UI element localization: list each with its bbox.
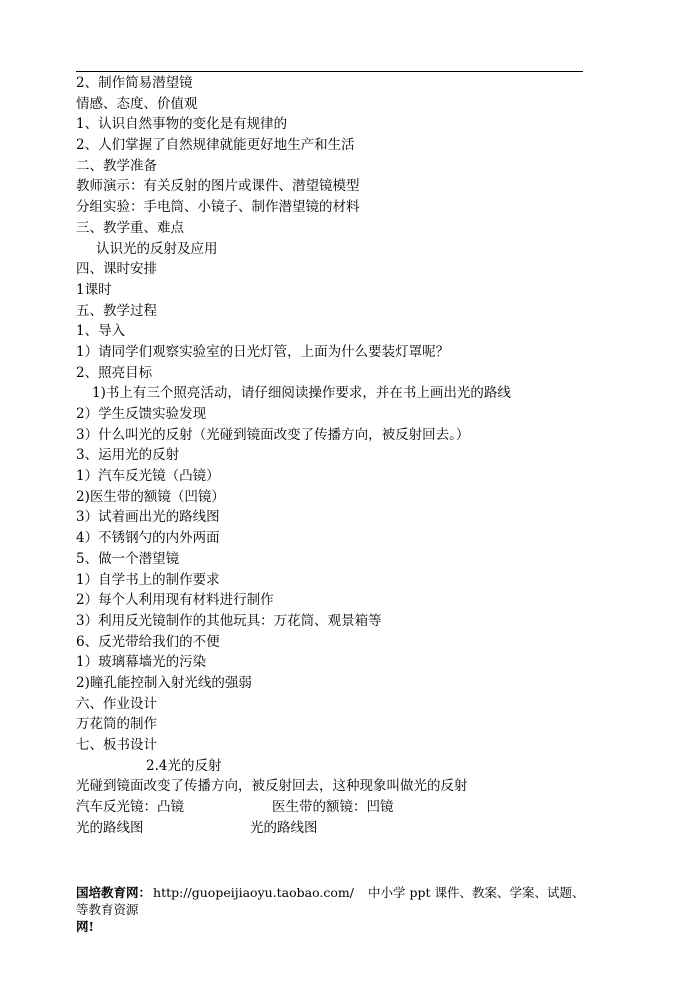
footer-line — [76, 884, 586, 918]
text-line: 2)瞳孔能控制入射光线的强弱 — [76, 674, 252, 691]
text-line: 分组实验：手电筒、小镜子、制作潜望镜的材料 — [76, 199, 360, 216]
text-line: 2)医生带的额镜（凹镜） — [76, 488, 225, 505]
text-line: 1、认识自然事物的变化是有规律的 — [76, 116, 288, 133]
board-title: 2.4光的反射 — [146, 757, 222, 774]
text-line: 1）自学书上的制作要求 — [76, 571, 220, 588]
text-line: 1课时 — [76, 281, 112, 298]
footer-site-label: 国培教育网： — [76, 885, 152, 900]
section-heading: 六、作业设计 — [76, 695, 157, 712]
text-line: 1）汽车反光镜（凸镜） — [76, 468, 220, 485]
text-line: 3）什么叫光的反射（光碰到镜面改变了传播方向，被反射回去。） — [76, 426, 470, 443]
text-line: 1）玻璃幕墙光的污染 — [76, 654, 207, 671]
text-line: 3）利用反光镜制作的其他玩具：万花筒、观景箱等 — [76, 612, 382, 629]
section-heading: 情感、态度、价值观 — [76, 95, 198, 112]
document-body — [76, 73, 583, 838]
section-heading: 二、教学准备 — [76, 157, 157, 174]
text-line: 1）请同学们观察实验室的日光灯管，上面为什么要装灯罩呢？ — [76, 343, 450, 360]
text-line: 2、照亮目标 — [76, 364, 153, 381]
section-heading: 三、教学重、难点 — [76, 219, 184, 236]
board-mirror-right: 医生带的额镜：凹镜 — [272, 799, 394, 816]
section-heading: 五、教学过程 — [76, 302, 157, 319]
board-path-right: 光的路线图 — [250, 819, 318, 836]
text-line: 1)书上有三个照亮活动，请仔细阅读操作要求，并在书上画出光的路线 — [92, 385, 511, 402]
text-line: 教师演示：有关反射的图片或课件、潜望镜模型 — [76, 178, 360, 195]
section-heading: 七、板书设计 — [76, 737, 157, 753]
footer-tail: 网! — [76, 919, 94, 934]
text-line: 6、反光带给我们的不便 — [76, 633, 220, 650]
board-mirror-row — [76, 797, 583, 818]
text-line: 5、做一个潜望镜 — [76, 550, 180, 567]
header-rule — [76, 71, 583, 72]
text-line: 2、制作简易潜望镜 — [76, 75, 193, 91]
text-line: 万花筒的制作 — [76, 716, 157, 733]
text-line: 3）试着画出光的路线图 — [76, 509, 220, 526]
board-definition: 光碰到镜面改变了传播方向，被反射回去，这种现象叫做光的反射 — [76, 778, 468, 795]
section-heading: 四、课时安排 — [76, 261, 157, 278]
board-path-row — [76, 818, 583, 839]
text-line: 4）不锈钢勺的内外两面 — [76, 530, 220, 547]
text-line: 2）学生反馈实验发现 — [76, 406, 207, 422]
footer-url[interactable]: http://guopeijiaoyu.taobao.com/ — [153, 885, 354, 900]
board-path-left: 光的路线图 — [76, 819, 144, 836]
board-mirror-left: 汽车反光镜：凸镜 — [76, 799, 184, 816]
text-line: 3、运用光的反射 — [76, 447, 180, 464]
text-line: 2）每个人利用现有材料进行制作 — [76, 592, 274, 609]
text-line: 2、人们掌握了自然规律就能更好地生产和生活 — [76, 137, 355, 154]
footer-tagline: 中小学 ppt 课件、教案、学案、试题、等教育资源 — [76, 885, 585, 917]
page-footer — [76, 884, 586, 935]
text-line: 1、导入 — [76, 323, 126, 340]
text-line: 认识光的反射及应用 — [96, 240, 218, 257]
